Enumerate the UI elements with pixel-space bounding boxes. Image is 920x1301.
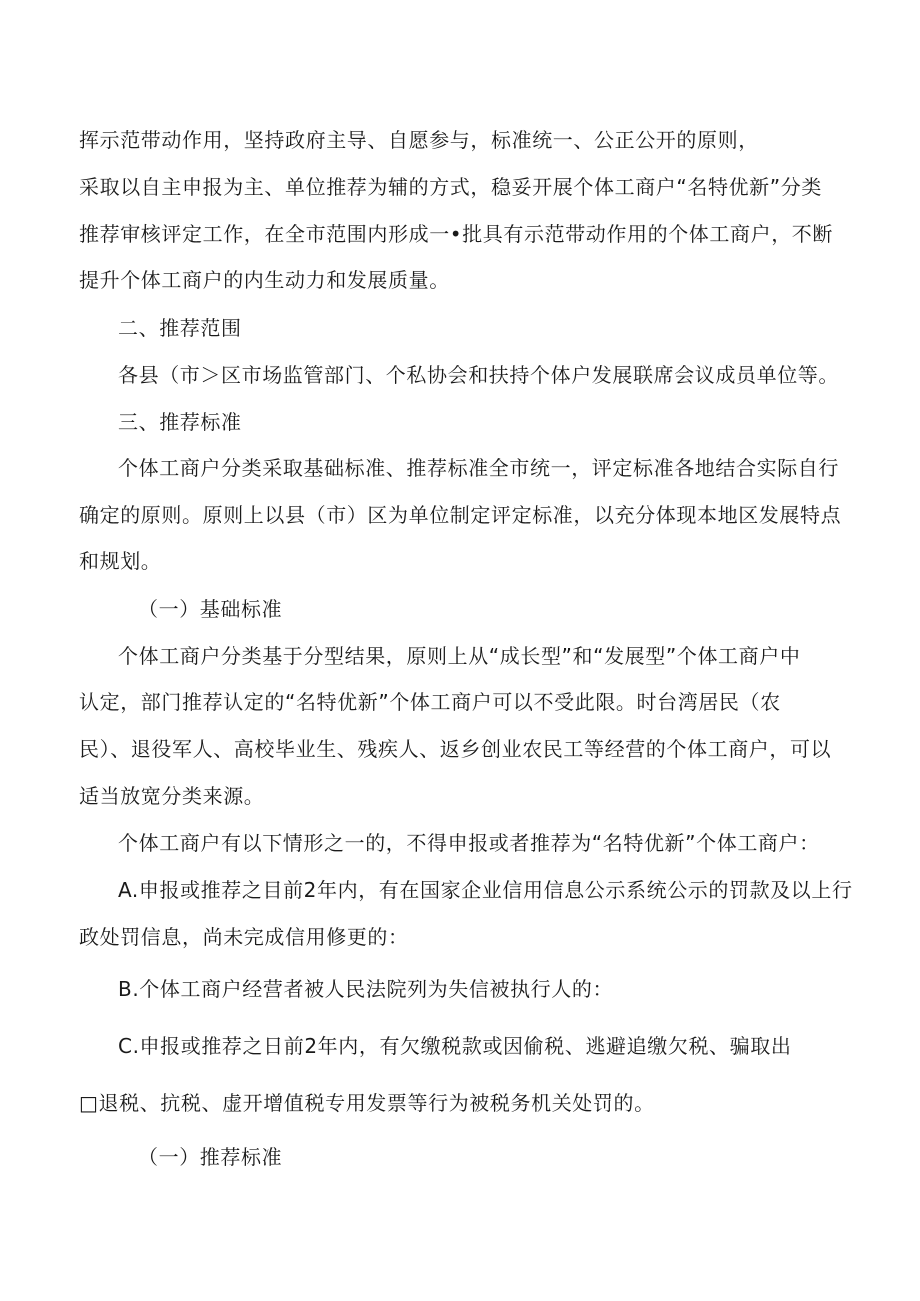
paragraph-line: 确定的原则。原则上以县（市）区为单位制定评定标准，以充分体现本地区发展特点 — [79, 503, 842, 527]
paragraph-line: 政处罚信息，尚未完成信用修更的： — [79, 925, 409, 949]
list-item-line: B.个体工商户经营者被人民法院列为失信被执行人的： — [118, 977, 614, 1001]
paragraph-line: 采取以自主申报为主、单位推荐为辅的方式，稳妥开展个体工商户“名特优新”分类 — [79, 175, 822, 199]
paragraph-line: 挥示范带动作用，坚持政府主导、自愿参与，标准统一、公正公开的原则， — [79, 128, 759, 152]
subsection-heading: （一）基础标准 — [138, 597, 283, 621]
list-item-line: C.申报或推荐之日前2年内，有欠缴税款或因偷税、逃避追缴欠税、骗取出 — [118, 1034, 792, 1058]
paragraph-line: 推荐审核评定工作，在全市范围内形成一•批具有示范带动作用的个体工商户，不断 — [79, 222, 833, 246]
paragraph-line: 认定，部门推荐认定的“名特优新”个体工商户可以不受此限。时台湾居民（农 — [79, 690, 781, 714]
paragraph-line: 民）、退役军人、高校毕业生、残疾人、返乡创业农民工等经营的个体工商户，可以 — [79, 737, 832, 761]
paragraph-line: 个体工商户有以下情形之一的，不得申报或者推荐为“名特优新”个体工商户： — [118, 831, 820, 855]
section-heading: 二、推荐范围 — [118, 316, 242, 340]
subsection-heading: （一）推荐标准 — [138, 1145, 283, 1169]
paragraph-line: 个体工商户分类采取基础标准、推荐标准全市统一，评定标准各地结合实际自行 — [118, 456, 839, 480]
paragraph-line: 各县（市＞区市场监管部门、个私协会和扶持个体户发展联席会议成员单位等。 — [118, 363, 839, 387]
paragraph-line: 适当放宽分类来源。 — [79, 784, 265, 808]
list-item-line: A.申报或推荐之目前2年内，有在国家企业信用信息公示系统公示的罚款及以上行 — [118, 878, 853, 902]
paragraph-line: □退税、抗税、虚开增值税专用发票等行为被税务机关处罚的。 — [79, 1091, 655, 1115]
paragraph-line: 和规划。 — [79, 549, 162, 573]
paragraph-line: 个体工商户分类基于分型结果，原则上从“成长型”和“发展型”个体工商户中 — [118, 644, 801, 668]
section-heading: 三、推荐标准 — [118, 410, 242, 434]
paragraph-line: 提升个体工商户的内生动力和发展质量。 — [79, 268, 450, 292]
